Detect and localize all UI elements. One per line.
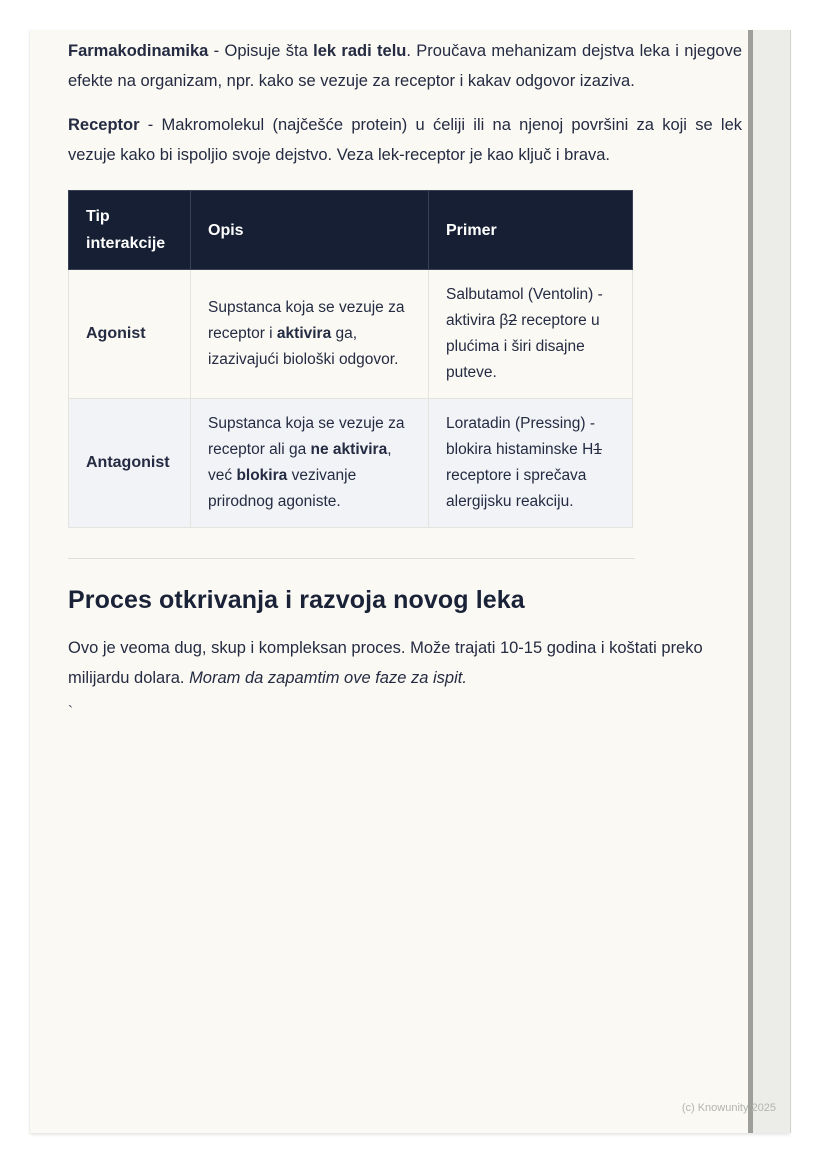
scrollbar-track[interactable] (748, 30, 791, 1133)
cell-antagonist-primer: Loratadin (Pressing) - blokira histaminske H1 receptore i sprečava alergijsku reakciju. (429, 399, 633, 528)
column-header-opis: Opis (191, 191, 429, 270)
scrollbar-thumb[interactable] (748, 30, 753, 1133)
paragraph-receptor: Receptor - Makromolekul (najčešće protein) u ćeliji ili na njenoj površini za koji se lek vezuje kako bi ispoljio svoje dejstvo. Veza lek-receptor je kao ključ i brava. (68, 116, 742, 164)
cell-agonist-tip: Agonist (69, 270, 191, 399)
section-divider (68, 558, 635, 559)
interaction-table (68, 190, 633, 528)
document-page (30, 30, 790, 1133)
paragraph-farmakodinamika: Farmakodinamika - Opisuje šta lek radi telu. Proučava mehanizam dejstva leka i njegove efekte na organizam, npr. kako se vezuje za receptor i kakav odgovor izaziva. (68, 42, 742, 90)
table-row-agonist (69, 270, 633, 399)
table-row-antagonist (69, 399, 633, 528)
cell-agonist-primer: Salbutamol (Ventolin) - aktivira β2 receptore u plućima i širi disajne puteve. (429, 270, 633, 399)
copyright-watermark: (c) Knowunity 2025 (681, 1102, 776, 1114)
paragraph-proces-intro: Ovo je veoma dug, skup i kompleksan proces. Može trajati 10-15 godina i koštati preko milijardu dolara. Moram da zapamtim ove faze za ispit. (68, 639, 703, 687)
table-header-row (69, 191, 633, 270)
stray-backtick-character: ` (68, 703, 73, 720)
cell-antagonist-opis: Supstanca koja se vezuje za receptor ali ga ne aktivira, već blokira vezivanje prirodnog agoniste. (191, 399, 429, 528)
cell-agonist-opis: Supstanca koja se vezuje za receptor i aktivira ga, izazivajući biološki odgovor. (191, 270, 429, 399)
column-header-tip-interakcije: Tip interakcije (69, 191, 191, 270)
column-header-primer: Primer (429, 191, 633, 270)
section-heading: Proces otkrivanja i razvoja novog leka (68, 586, 525, 614)
cell-antagonist-tip: Antagonist (69, 399, 191, 528)
